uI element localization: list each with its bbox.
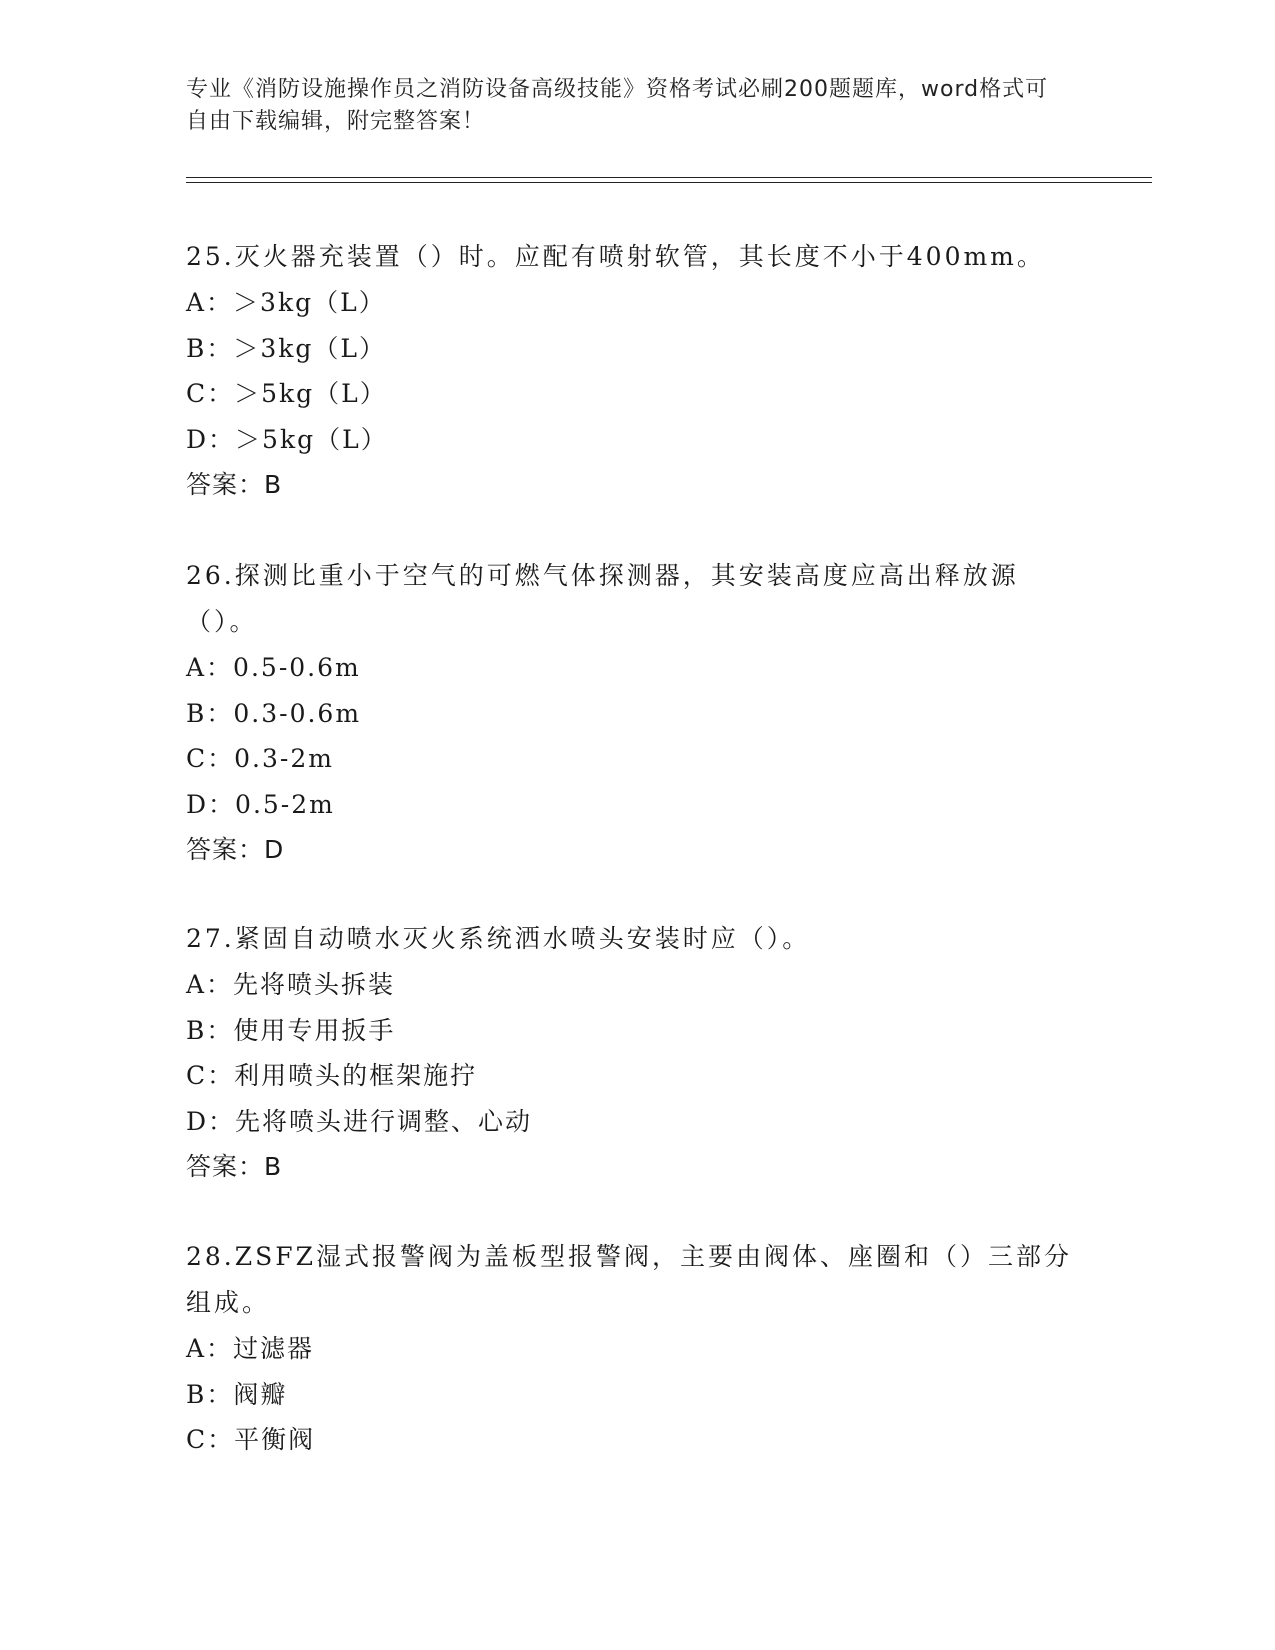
option-a: A：过滤器 — [186, 1334, 315, 1363]
option-d: D：0.5-2m — [186, 789, 335, 819]
answer: 答案：D — [186, 835, 285, 864]
option-c: C：0.3-2m — [186, 744, 334, 773]
question-stem: 27.紧固自动喷水灭火系统洒水喷头安装时应（）。 — [186, 924, 811, 953]
option-b: B：0.3-0.6m — [186, 698, 362, 728]
option-d: D：先将喷头进行调整、心动 — [186, 1106, 533, 1136]
question-stem: 26.探测比重小于空气的可燃气体探测器，其安装高度应高出释放源（）。 — [186, 561, 1019, 636]
answer: 答案：B — [186, 470, 283, 499]
option-a: A：先将喷头拆装 — [186, 970, 396, 999]
header-divider-bottom — [186, 182, 1152, 183]
option-b: B：使用专用扳手 — [186, 1015, 396, 1045]
option-c: C：＞5kg（L） — [186, 379, 387, 408]
question-26 — [186, 553, 1086, 873]
question-28 — [186, 1234, 1086, 1463]
question-25 — [186, 234, 1086, 508]
document-header: 专业《消防设施操作员之消防设备高级技能》资格考试必刷200题题库，word格式可自由下载编辑，附完整答案！ — [186, 77, 1049, 134]
question-stem: 28.ZSFZ湿式报警阀为盖板型报警阀，主要由阀体、座圈和（）三部分组成。 — [186, 1242, 1072, 1317]
option-d: D：＞5kg（L） — [186, 424, 388, 454]
option-b: B：阀瓣 — [186, 1379, 288, 1409]
option-c: C：利用喷头的框架施拧 — [186, 1061, 478, 1090]
option-a: A：0.5-0.6m — [186, 653, 361, 682]
answer: 答案：B — [186, 1152, 283, 1181]
option-b: B：＞3kg（L） — [186, 333, 387, 363]
option-c: C：平衡阀 — [186, 1425, 316, 1454]
question-27 — [186, 916, 1086, 1190]
header-divider-top — [186, 177, 1152, 178]
question-stem: 25.灭火器充装置（）时。应配有喷射软管，其长度不小于400mm。 — [186, 242, 1045, 271]
option-a: A：＞3kg（L） — [186, 288, 386, 317]
